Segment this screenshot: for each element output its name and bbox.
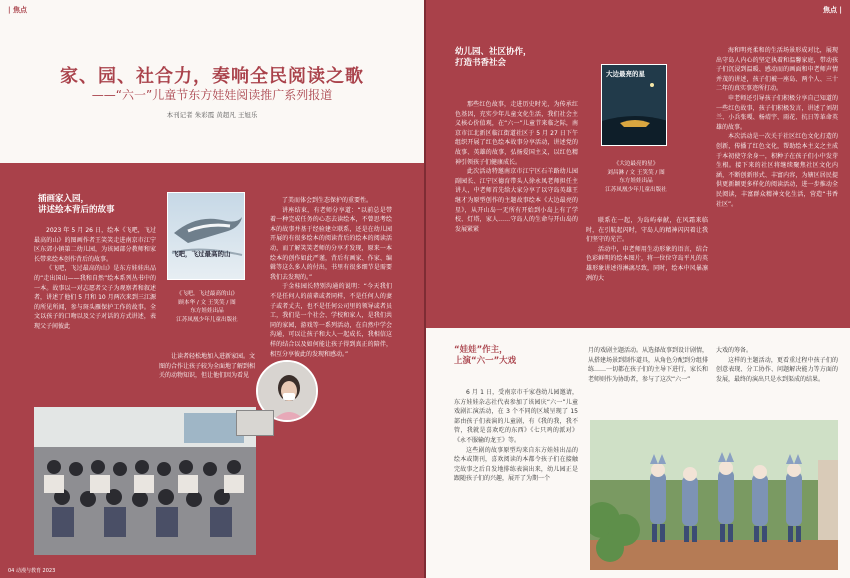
page-folio: 04 动漫与教育 2023 [8,568,56,574]
paragraph: 于金桂园长特别沟通的说明：“今天我们不是任何人的前辈或者同样，不是任何人的妻子或者丈夫，也不是任何公司里的领导或者员工，我们是一个社会、学校和家人，是我们共同的家园，游戏等一系列活动，在自然中学会沟通，可以让孩子和大人一起成长，我相信这样的结合以及如何能让孩子得到真正的陪伴，相互分享彼此的发现和感动。” [270,283,392,358]
text-column [455,100,578,310]
caption-line: 东方娃娃出品 [619,178,653,184]
paragraph: 此次活动特邀南京市江宁区石羊路幼儿园副园长、江宁区德育带头人徐永凤老师担任主讲人，中老师首先给大家分享了以守岛英雄王继才为原型创作的主题故事绘本《大边最亮的星》，从开山岛一无所有开始到小岛上有了学校、灯塔，家人……守岛人的生命与开山岛的发展紧紧 [455,168,578,233]
heading-line: “娃娃”作主， [454,345,508,355]
gutter [424,0,426,578]
paragraph: 这样的主题活动，更看重过程中孩子们的创意表现、分工协作、问题解决能力等方面的发展，最终的演出只是水到渠成的结果。 [716,356,838,383]
caption-line: 《大边最亮的星》 [613,161,659,167]
text-column [716,346,838,414]
section-tag: | 焦点 [8,6,27,14]
left-page [0,0,424,578]
paragraph: 那些红色故事，走进历史时光，为传承红色基因，充实少年儿童文化生活，我们社会主义核心价值观，在“六一”儿童节来临之际，南京市江北新区临江街道社区于 5 月 27 日下午组织开展了红色绘本故事分享活动，讲述党的故事、英雄的故事，弘扬爱国主义，以红色精神引领孩子们健康成长。 [455,101,578,166]
paragraph: 海和明亮柔和的生活场景形成对比，展现出守岛人内心的坚定执着和温馨家庭，带动孩子们沉浸到温暖、感动而的画面和申老师声情并茂的讲述，孩子们被一座岛、两个人、三十二年的真实事迹所打动。 [716,47,838,93]
laptop [236,410,274,436]
caption-line: 顾本华 / 文 王笑笑 / 图 [178,299,236,306]
heading-line: 打造书香社会 [455,58,507,68]
book-cover [167,192,245,280]
paragraph: 这些剧的故事原型均来自东方娃娃出品的绘本或期刊，喜欢阅读的本都令孩子们在接触完故事之后自发地排练表演出来，幼儿园正是跟随孩子们的兴趣，展开了为期一个 [454,446,578,483]
paragraph: 了美而体会到生态保护的重要性。 [282,197,373,204]
caption-line: 江苏凤凰少年儿童出版社 [605,186,667,193]
section-heading [455,47,585,69]
heading-line: 插画家入园， [38,194,90,204]
text-column [586,216,708,320]
text-column [34,226,156,408]
heading-line: 幼儿园、社区协作， [455,47,532,57]
caption-line: 江苏凤凰少年儿童出版社 [176,316,238,323]
performance-photo [590,420,838,570]
text-column [270,196,392,516]
section-tag: 焦点 | [823,6,842,14]
caption-line: 东方娃娃出品 [190,308,224,314]
text-column [588,346,708,414]
caption-line: 《飞吧，飞过最高的山》 [176,291,238,297]
heading-line: 上演“六一”大戏 [454,356,517,366]
article-title: 家、园、社合力，奏响全民阅读之歌 [60,66,364,87]
book-title: 飞吧，飞过最高的山 [172,250,231,258]
paragraph: 联系在一起，为岛屿奉献，在风霜来临时，在引航起闪时，守岛人的精神闪闪着让我们坚守的光芒。 [586,217,708,244]
article-subtitle: ——“六一”儿童节东方娃娃阅读推广系列报道 [91,88,333,102]
book-title: 大边最亮的星 [606,70,645,78]
paragraph: 大戏的筹备。 [716,347,753,354]
paragraph: 申老师还引导孩子们积极分享自己知道的一些红色故事，孩子们积极发言，讲述了刘胡兰、小兵张嘎、杨靖宇、雨花、抗日等革命英雄的故事。 [716,94,838,131]
text-column [159,352,255,402]
text-column [716,46,838,322]
paragraph: 《飞吧，飞过最高的山》是东方娃娃出品的“走出国山——我和自然”绘本系列丛书中的一本。故事以一对志愿者父子为观察者和叙述者，讲述了他们 5 月和 10 月两次来到三江源的所见所闻，参与斑头雁保护工作的故事。全文以孩子的口吻以及父子对话的方式讲述，表现父子间彼此 [34,265,156,330]
paragraph: 本次活动是一次关于社区红色文化打造的创新，传播了红色文化，帮助绘本主义之主成于本初使守余身一，积种子在孩子们小中发芽生根。接下来的社区将继续聚焦社区文化内涵，不断创新形式、丰富内容，为辖区居民提供更新颖更多样化的阅读活动，进一步推动全民阅读，丰富群众精神文化生活，营造“书香社区”。 [716,133,838,208]
section-heading [38,194,163,216]
paragraph: 月的戏剧主题活动。从选择故事到设计剧情，从搭建场景到制作道具，从角色分配到分组排练……一切都在孩子们的主导下进行，家长和老师则作为协助者，参与了这次“六一” [588,347,708,383]
byline: 本刊记者 朱彩霞 黄超凡 王旭乐 [166,111,258,119]
book-caption [166,290,248,324]
book-cover [601,64,667,146]
caption-line: 刘昌淋 / 文 王笑笑 / 图 [607,169,665,176]
book-caption [596,160,676,194]
heading-line: 讲述绘本背后的故事 [38,205,115,215]
section-heading [454,345,574,367]
paragraph: 2023 年 5 月 26 日，绘本《飞吧，飞过最高的山》的图画作者王笑笑走进南京市江宁区东郊小镇第二幼儿园，为该园部分教师和家长带来绘本创作背后的故事。 [34,227,156,263]
right-page [426,0,850,578]
lecture-photo [34,407,256,555]
paragraph: 活动中，申老师用生动形象的语言，结合色彩鲜明的绘本图片，将一位位守岛平凡的英雄形象讲述得淋漓尽致，同时，绘本中风暴凛冽的大 [586,245,708,282]
text-column [454,388,578,568]
paragraph: 讲座结束，有老师分享道：“以前总是带着一种完成任务的心态去读绘本，不曾思考绘本的故事并基于经验建立联系，还是在幼儿园开展的有很多绘本的阅读背后的绘本的阅读活动，而了解笑笑老师的分享才发现，原来一本绘本的创作如此严谨，背后有画家、作家、编辑等这么多人的付出，书里有很多细节是需要我们去发现的。” [270,206,392,281]
paragraph: 6 月 1 日，受南京市千家巷幼儿园邀请，东方娃娃杂志社代表参加了该园庆“六一”儿童戏剧汇演活动，在 3 个不同的区域呈现了 15 部由孩子们表演的儿童剧，有《我的我，我不管，我就是喜欢吃的东西》《七只鸡的派对》《永不服输的龙王》等。 [454,389,578,444]
goose-illustration [168,193,245,280]
paragraph: 让读者轻松地加入进新家园。文图的合作让孩子较为全面地了解到相关的动物知识，但让他们因为看见 [159,353,255,380]
